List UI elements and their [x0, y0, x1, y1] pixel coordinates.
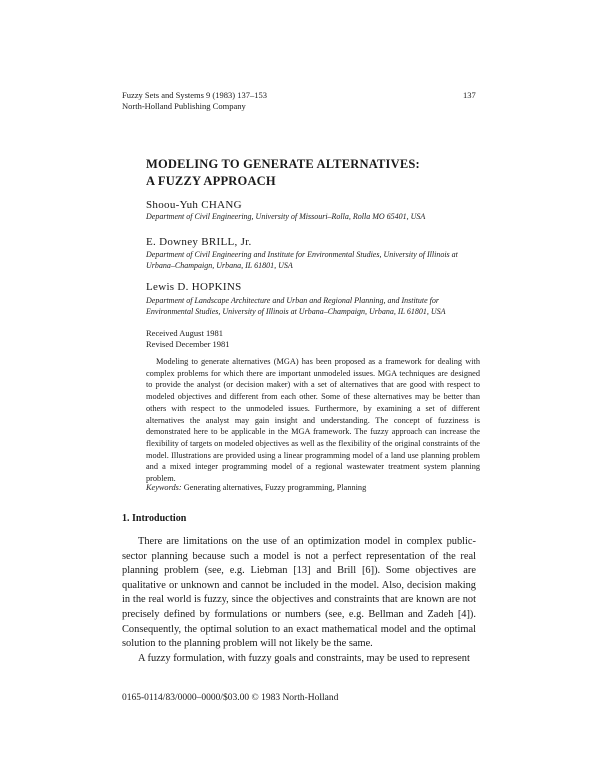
- body-paragraph-2: A fuzzy formulation, with fuzzy goals and constraints, may be used to represent: [138, 652, 470, 664]
- keywords-text: Generating alternatives, Fuzzy programming, Planning: [183, 483, 367, 492]
- keywords-label: Keywords:: [146, 483, 182, 492]
- footer-code: 0165-0114/83/0000–0000/$03.00 © 1983 North-Holland: [122, 693, 339, 703]
- author-name-1: Shoou-Yuh CHANG: [146, 199, 242, 211]
- author-name-3: Lewis D. HOPKINS: [146, 281, 242, 293]
- keywords-line: [146, 482, 476, 493]
- body-paragraph-1: There are limitations on the use of an optimization model in complex public-sector planning because such a model is not a perfect representation of the real planning problem (see, e.g. Liebman [13] and Brill [6]). Some objectives are qualitative or unknown and cannot be included in the model. Also, decision making in the real world is fuzzy, since the objectives and constraints that are known are not precisely defined by formulations or numbers (see, e.g. Bellman and Zadeh [4]). Consequently, the optimal solution to an exact mathematical model and the optimal solution to the planning problem will not likely be the same.: [122, 536, 476, 650]
- publisher-line: North-Holland Publishing Company: [122, 101, 246, 111]
- section-heading: 1. Introduction: [122, 513, 187, 524]
- paper-title: [146, 156, 420, 190]
- title-line-2: A FUZZY APPROACH: [146, 174, 276, 188]
- abstract: Modeling to generate alternatives (MGA) has been proposed as a framework for dealing with complex problems for which there are important unmodeled issues. MGA techniques are designed to provide the analyst (or decision maker) with a set of alternatives that are good with respect to modeled objectives and different from each other. Some of these alternatives may be better than others with respect to the unmodeled issues. Furthermore, by examining a set of different alternatives the analyst may gain insight and understanding. The concept of fuzziness is demonstrated here to be applicable in the MGA framework. The fuzzy approach can increase the flexibility of targets on modeled objectives as well as the flexibility of the original constraints of the model. Illustrations are provided using a linear programming model of a land use planning problem and a mixed integer programming model of a regional wastewater treatment system planning problem.: [146, 357, 480, 484]
- author-affiliation-2: Department of Civil Engineering and Institute for Environmental Studies, University of Illinois at Urbana–Champaign, Urbana, IL 61801, USA: [146, 250, 458, 270]
- journal-citation: Fuzzy Sets and Systems 9 (1983) 137–153: [122, 90, 267, 100]
- author-affiliation-1: Department of Civil Engineering, University of Missouri–Rolla, Rolla MO 65401, USA: [146, 212, 426, 221]
- author-name-2: E. Downey BRILL, Jr.: [146, 236, 252, 248]
- author-affiliation-3: Department of Landscape Architecture and Urban and Regional Planning, and Institute for Environmental Studies, University of Illinois at Urbana–Champaign, Urbana, IL 61801, USA: [146, 296, 446, 316]
- revised-date: Revised December 1981: [146, 339, 230, 349]
- page-number: 137: [463, 90, 476, 100]
- title-line-1: MODELING TO GENERATE ALTERNATIVES:: [146, 157, 420, 171]
- received-date: Received August 1981: [146, 328, 223, 338]
- body-text: [122, 535, 476, 666]
